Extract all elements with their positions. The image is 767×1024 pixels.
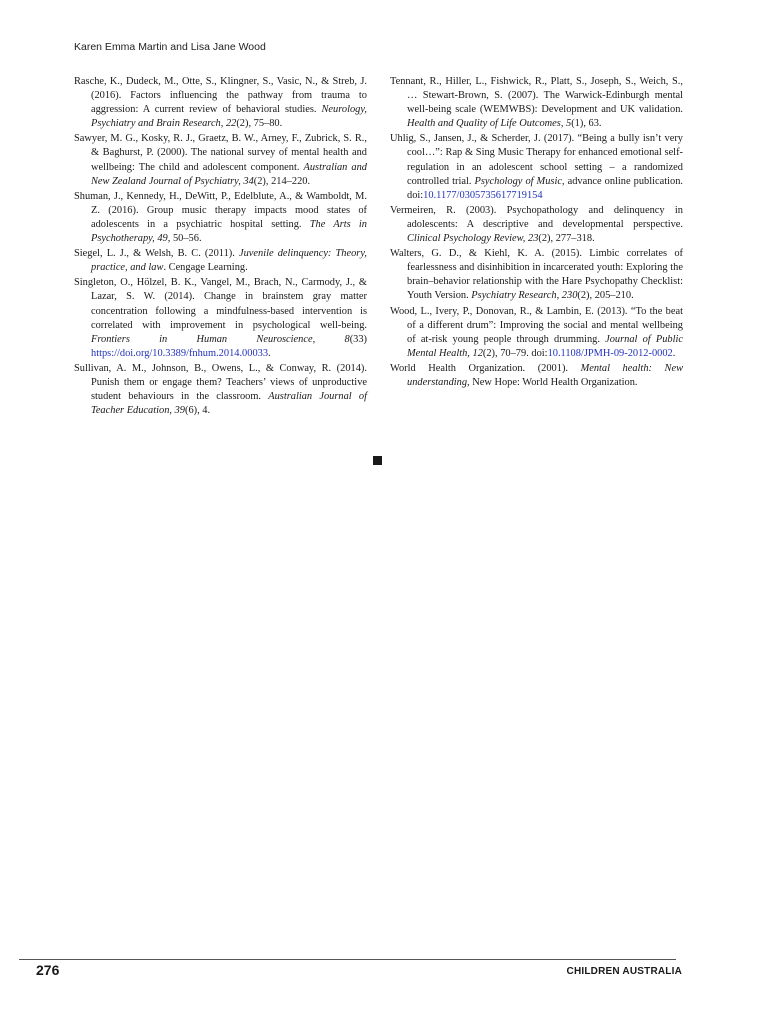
doi-link[interactable]: 10.1108/JPMH-09-2012-0002 — [547, 347, 673, 359]
page-number: 276 — [36, 962, 60, 978]
reference-source-title: Psychology of Music — [474, 175, 562, 187]
reference-text: (2), 70–79. doi: — [482, 347, 548, 359]
reference-source-title: Psychiatry Research, 230 — [471, 290, 578, 302]
reference-text: (2), 205–210. — [577, 290, 634, 302]
reference-entry — [74, 276, 367, 361]
reference-text: Walters, G. D., & Kiehl, K. A. (2015). Limbic correlates of fearlessness and disinhibition in incarcerated youth: Exploring the brain–behavior relationship with the Hare Psychopathy Checklist: Youth Version. — [390, 248, 683, 302]
footer-divider — [19, 959, 676, 960]
reference-text: Shuman, J., Kennedy, H., DeWitt, P., Edelblute, A., & Wamboldt, M. Z. (2016). Group music therapy impacts mood states of adolescents in a psychiatric hospital setting. — [74, 190, 367, 230]
running-head-authors: Karen Emma Martin and Lisa Jane Wood — [74, 41, 266, 53]
reference-text: (2), 214–220. — [253, 175, 311, 187]
reference-text: Siegel, L. J., & Welsh, B. C. (2011). — [74, 248, 239, 260]
reference-source-title: Neurology, Psychiatry and Brain Research, 22 — [91, 104, 367, 130]
reference-text: . Cengage Learning. — [163, 262, 248, 274]
reference-text: Vermeiren, R. (2003). Psychopathology and delinquency in adolescents: A descriptive and developmental perspective. — [390, 204, 683, 230]
reference-column-right — [390, 75, 683, 391]
reference-text: , 50–56. — [167, 233, 202, 245]
reference-entry — [390, 362, 683, 390]
reference-entry — [390, 132, 683, 202]
reference-source-title: Juvenile delinquency: Theory, practice, and law — [91, 248, 367, 274]
reference-text: Uhlig, S., Jansen, J., & Scherder, J. (2017). “Being a bully isn’t very cool…”: Rap & Sing Music Therapy for enhanced emotional self-regulation in an adolescent school setting – a randomized controlled trial. — [390, 133, 683, 187]
reference-column-left — [74, 75, 367, 419]
reference-entry — [74, 247, 367, 275]
reference-entry — [74, 75, 367, 131]
reference-text: Tennant, R., Hiller, L., Fishwick, R., Platt, S., Joseph, S., Weich, S., … Stewart-Brown, S. (2007). The Warwick-Edinburgh mental well-being scale (WEMWBS): Development and UK validation. — [390, 76, 683, 116]
reference-text: (1), 63. — [571, 118, 602, 130]
reference-text: (6), 4. — [185, 405, 211, 417]
reference-text: Sullivan, A. M., Johnson, B., Owens, L., & Conway, R. (2014). Punish them or engage them? Teachers’ views of unproductive student behaviours in the classroom. — [74, 362, 367, 403]
end-of-article-mark — [373, 456, 382, 465]
doi-link[interactable]: 10.1177/0305735617719154 — [423, 189, 543, 201]
reference-source-title: Health and Quality of Life Outcomes, 5 — [407, 118, 572, 130]
reference-text: . — [672, 347, 676, 359]
reference-source-title: Australian Journal of Teacher Education, 39 — [91, 391, 367, 417]
reference-text: World Health Organization. (2001). — [390, 362, 581, 374]
reference-text: , advance online publication. doi: — [407, 175, 683, 201]
reference-text: Sawyer, M. G., Kosky, R. J., Graetz, B. W., Arney, F., Zubrick, S. R., & Baghurst, P. (2000). The national survey of mental health and wellbeing: The child and adolescent component. — [74, 133, 367, 173]
reference-entry — [390, 247, 683, 303]
reference-text: , New Hope: World Health Organization. — [467, 376, 638, 388]
reference-entry — [390, 305, 683, 361]
reference-source-title: Journal of Public Mental Health, 12 — [407, 333, 683, 359]
reference-text: (33) — [349, 333, 367, 345]
journal-name: CHILDREN AUSTRALIA — [566, 966, 682, 977]
reference-text: Singleton, O., Hölzel, B. K., Vangel, M., Brach, N., Carmody, J., & Lazar, S. W. (2014). Change in brainstem gray matter concentration following a mindfulness-based intervention is correlated with improvement in psychological well-being. — [74, 277, 367, 331]
reference-source-title: Mental health: New understanding — [407, 362, 683, 388]
reference-text: Wood, L., Ivery, P., Donovan, R., & Lambin, E. (2013). “To the beat of a different drum”: Improving the social and mental wellbeing of at-risk young people through drumming. — [390, 305, 683, 345]
reference-entry — [74, 190, 367, 246]
reference-source-title: Australian and New Zealand Journal of Psychiatry, 34 — [91, 161, 368, 187]
reference-entry — [74, 132, 367, 188]
reference-source-title: The Arts in Psychotherapy, 49 — [91, 218, 368, 245]
reference-entry — [390, 75, 683, 131]
reference-text: Rasche, K., Dudeck, M., Otte, S., Klingner, S., Vasic, N., & Streb, J. (2016). Factors influencing the pathway from trauma to aggression: A current review of behavioral studies. — [74, 76, 367, 116]
reference-text: (2), 277–318. — [538, 233, 595, 245]
reference-text: (2), 75–80. — [236, 118, 283, 130]
reference-entry — [390, 204, 683, 246]
reference-source-title: Clinical Psychology Review, 23 — [407, 233, 539, 245]
reference-text: . — [268, 347, 271, 359]
reference-source-title: Frontiers in Human Neuroscience, 8 — [91, 333, 350, 345]
reference-entry — [74, 362, 367, 418]
doi-link[interactable]: https://doi.org/10.3389/fnhum.2014.00033 — [91, 347, 269, 359]
